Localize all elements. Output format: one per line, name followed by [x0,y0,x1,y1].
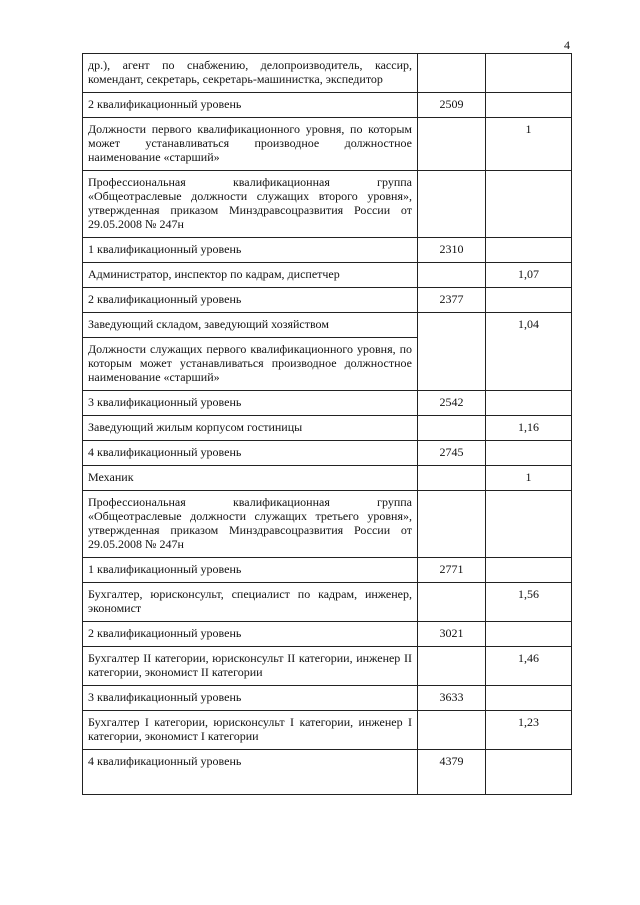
position-cell: 3 квалификационный уровень [83,391,418,416]
salary-cell [418,263,486,288]
table-row [83,391,572,416]
salary-cell: 3633 [418,686,486,711]
table-row [83,118,572,171]
coefficient-cell [486,54,572,93]
position-cell: 2 квалификационный уровень [83,288,418,313]
table-row [83,583,572,622]
table-row [83,466,572,491]
position-cell: Бухгалтер, юрисконсульт, специалист по кадрам, инженер, экономист [83,583,418,622]
salary-cell [418,118,486,171]
coefficient-cell: 1,46 [486,647,572,686]
table-row [83,93,572,118]
coefficient-cell [486,558,572,583]
salary-cell [418,313,486,391]
salary-cell: 2745 [418,441,486,466]
salary-cell: 4379 [418,750,486,795]
position-cell: 4 квалификационный уровень [83,441,418,466]
position-cell: 2 квалификационный уровень [83,93,418,118]
salary-table [82,53,572,795]
table-row [83,750,572,795]
coefficient-cell [486,441,572,466]
table-row [83,622,572,647]
table-row [83,171,572,238]
position-cell: 2 квалификационный уровень [83,622,418,647]
page-number: 4 [564,38,570,52]
position-cell: Бухгалтер II категории, юрисконсульт II категории, инженер II категории, экономист II категории [83,647,418,686]
position-cell: Профессиональная квалификационная группа «Общеотраслевые должности служащих второго уровня», утвержденная приказом Минздравсоцразвития России от 29.05.2008 № 247н [83,171,418,238]
coefficient-cell: 1,07 [486,263,572,288]
coefficient-cell [486,238,572,263]
salary-cell [418,416,486,441]
coefficient-cell [486,686,572,711]
salary-cell: 2509 [418,93,486,118]
coefficient-cell [486,93,572,118]
position-cell: Заведующий складом, заведующий хозяйством [83,313,418,338]
table-row [83,647,572,686]
salary-cell: 2771 [418,558,486,583]
position-cell: Профессиональная квалификационная группа «Общеотраслевые должности служащих третьего уровня», утвержденная приказом Минздравсоцразвития России от 29.05.2008 № 247н [83,491,418,558]
table-row [83,686,572,711]
table-row [83,263,572,288]
position-cell: Бухгалтер I категории, юрисконсульт I категории, инженер I категории, экономист I категории [83,711,418,750]
table-row [83,711,572,750]
salary-cell [418,711,486,750]
salary-cell: 2310 [418,238,486,263]
coefficient-cell [486,288,572,313]
position-cell: Администратор, инспектор по кадрам, диспетчер [83,263,418,288]
salary-cell [418,171,486,238]
salary-cell: 2542 [418,391,486,416]
table-row [83,238,572,263]
coefficient-cell: 1 [486,466,572,491]
table-row [83,558,572,583]
coefficient-cell: 1,04 [486,313,572,391]
coefficient-cell [486,171,572,238]
table-row [83,288,572,313]
coefficient-cell [486,622,572,647]
coefficient-cell [486,750,572,795]
position-cell: 1 квалификационный уровень [83,558,418,583]
position-cell: 1 квалификационный уровень [83,238,418,263]
position-cell: Должности служащих первого квалификационного уровня, по которым может устанавливаться производное должностное наименование «старший» [83,338,418,391]
position-cell: Заведующий жилым корпусом гостиницы [83,416,418,441]
coefficient-cell: 1,16 [486,416,572,441]
coefficient-cell [486,391,572,416]
table-row [83,54,572,93]
coefficient-cell: 1,23 [486,711,572,750]
table-row [83,491,572,558]
position-cell: др.), агент по снабжению, делопроизводитель, кассир, комендант, секретарь, секретарь-машинистка, экспедитор [83,54,418,93]
position-cell: 3 квалификационный уровень [83,686,418,711]
coefficient-cell: 1,56 [486,583,572,622]
salary-cell: 2377 [418,288,486,313]
salary-cell [418,583,486,622]
position-cell: Механик [83,466,418,491]
salary-cell [418,54,486,93]
table-row [83,441,572,466]
table-row [83,416,572,441]
coefficient-cell: 1 [486,118,572,171]
position-cell: 4 квалификационный уровень [83,750,418,795]
salary-cell: 3021 [418,622,486,647]
table-row [83,313,572,338]
salary-cell [418,491,486,558]
position-cell: Должности первого квалификационного уровня, по которым может устанавливаться производное должностное наименование «старший» [83,118,418,171]
salary-cell [418,466,486,491]
coefficient-cell [486,491,572,558]
salary-cell [418,647,486,686]
